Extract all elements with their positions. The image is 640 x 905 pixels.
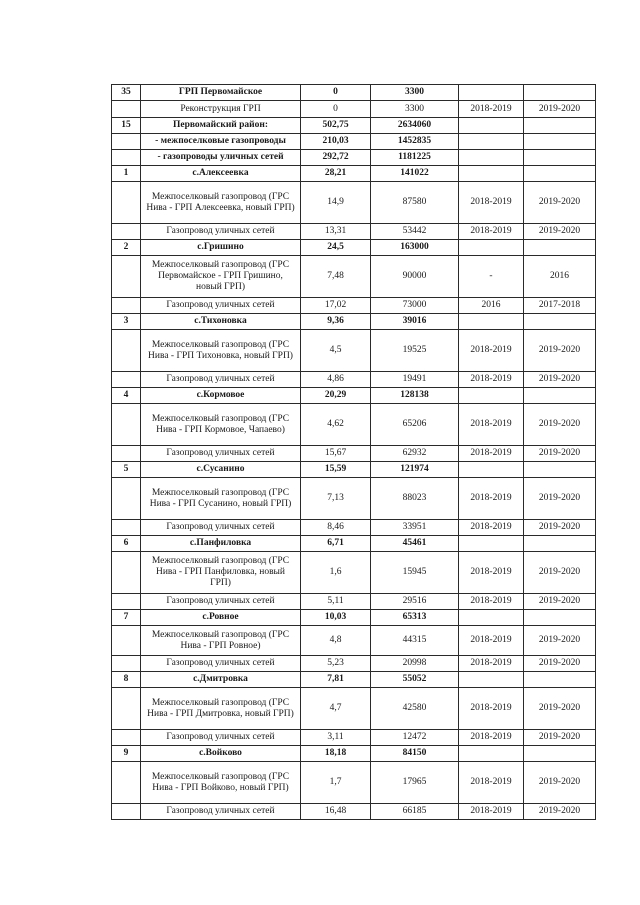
period-design: - (459, 256, 524, 298)
object-name: Межпоселковый газопровод (ГРС Первомайское - ГРП Гришино, новый ГРП) (141, 256, 301, 298)
object-name: Газопровод уличных сетей (141, 372, 301, 388)
object-name: Межпоселковый газопровод (ГРС Нива - ГРП Войково, новый ГРП) (141, 762, 301, 804)
object-name: Газопровод уличных сетей (141, 730, 301, 746)
period-construction (524, 240, 596, 256)
row-number: 15 (112, 118, 141, 134)
period-construction (524, 314, 596, 330)
object-name: Газопровод уличных сетей (141, 298, 301, 314)
period-design (459, 746, 524, 762)
length-km: 7,13 (301, 478, 371, 520)
length-km: 210,03 (301, 134, 371, 150)
row-number (112, 730, 141, 746)
row-number: 5 (112, 462, 141, 478)
period-design: 2018-2019 (459, 478, 524, 520)
object-name: Межпоселковый газопровод (ГРС Нива - ГРП Алексеевка, новый ГРП) (141, 182, 301, 224)
object-name: Межпоселковый газопровод (ГРС Нива - ГРП Тихоновка, новый ГРП) (141, 330, 301, 372)
object-name: Межпоселковый газопровод (ГРС Нива - ГРП Дмитровка, новый ГРП) (141, 688, 301, 730)
row-number (112, 330, 141, 372)
row-number (112, 804, 141, 820)
period-construction: 2019-2020 (524, 404, 596, 446)
period-design: 2018-2019 (459, 224, 524, 240)
cost-value: 3300 (371, 101, 459, 118)
period-design (459, 610, 524, 626)
length-km: 4,7 (301, 688, 371, 730)
period-design: 2018-2019 (459, 101, 524, 118)
length-km: 292,72 (301, 150, 371, 166)
row-number (112, 101, 141, 118)
table-row (112, 672, 596, 688)
row-number: 9 (112, 746, 141, 762)
table-row (112, 150, 596, 166)
cost-value: 128138 (371, 388, 459, 404)
object-name: с.Сусанино (141, 462, 301, 478)
object-name: Межпоселковый газопровод (ГРС Нива - ГРП Панфиловка, новый ГРП) (141, 552, 301, 594)
table-row (112, 330, 596, 372)
period-construction: 2017-2018 (524, 298, 596, 314)
cost-value: 33951 (371, 520, 459, 536)
period-construction: 2019-2020 (524, 730, 596, 746)
period-design (459, 462, 524, 478)
object-name: с.Алексеевка (141, 166, 301, 182)
object-name: с.Кормовое (141, 388, 301, 404)
row-number (112, 150, 141, 166)
table-row (112, 552, 596, 594)
table-row (112, 762, 596, 804)
cost-value: 39016 (371, 314, 459, 330)
length-km: 17,02 (301, 298, 371, 314)
object-name: Газопровод уличных сетей (141, 520, 301, 536)
cost-value: 84150 (371, 746, 459, 762)
length-km: 5,11 (301, 594, 371, 610)
length-km: 20,29 (301, 388, 371, 404)
length-km: 7,48 (301, 256, 371, 298)
length-km: 4,5 (301, 330, 371, 372)
row-number (112, 298, 141, 314)
period-design (459, 240, 524, 256)
table-row (112, 804, 596, 820)
cost-value: 29516 (371, 594, 459, 610)
table-row (112, 256, 596, 298)
length-km: 3,11 (301, 730, 371, 746)
table-row (112, 656, 596, 672)
length-km: 15,59 (301, 462, 371, 478)
gas-pipeline-table (111, 84, 596, 820)
cost-value: 19525 (371, 330, 459, 372)
table-row (112, 182, 596, 224)
table-row (112, 118, 596, 134)
period-construction: 2019-2020 (524, 372, 596, 388)
cost-value: 141022 (371, 166, 459, 182)
period-construction: 2019-2020 (524, 804, 596, 820)
period-construction: 2019-2020 (524, 330, 596, 372)
period-construction (524, 150, 596, 166)
table-row (112, 610, 596, 626)
period-design: 2018-2019 (459, 594, 524, 610)
period-construction: 2019-2020 (524, 594, 596, 610)
cost-value: 163000 (371, 240, 459, 256)
period-design: 2018-2019 (459, 446, 524, 462)
period-design: 2018-2019 (459, 520, 524, 536)
table-row (112, 85, 596, 101)
row-number (112, 446, 141, 462)
object-name: Газопровод уличных сетей (141, 804, 301, 820)
period-construction (524, 388, 596, 404)
cost-value: 3300 (371, 85, 459, 101)
period-construction: 2019-2020 (524, 520, 596, 536)
period-construction (524, 746, 596, 762)
cost-value: 73000 (371, 298, 459, 314)
length-km: 8,46 (301, 520, 371, 536)
row-number (112, 372, 141, 388)
row-number (112, 520, 141, 536)
period-construction (524, 610, 596, 626)
table-row (112, 372, 596, 388)
cost-value: 20998 (371, 656, 459, 672)
period-construction: 2019-2020 (524, 446, 596, 462)
table-row (112, 730, 596, 746)
row-number (112, 594, 141, 610)
period-construction (524, 462, 596, 478)
period-construction (524, 134, 596, 150)
table-row (112, 314, 596, 330)
cost-value: 45461 (371, 536, 459, 552)
period-construction: 2019-2020 (524, 478, 596, 520)
period-construction: 2016 (524, 256, 596, 298)
period-design (459, 314, 524, 330)
length-km: 4,8 (301, 626, 371, 656)
length-km: 9,36 (301, 314, 371, 330)
table-body (112, 85, 596, 820)
length-km: 0 (301, 85, 371, 101)
object-name: Первомайский район: (141, 118, 301, 134)
period-design: 2018-2019 (459, 762, 524, 804)
cost-value: 121974 (371, 462, 459, 478)
length-km: 1,6 (301, 552, 371, 594)
cost-value: 17965 (371, 762, 459, 804)
length-km: 13,31 (301, 224, 371, 240)
period-construction: 2019-2020 (524, 552, 596, 594)
object-name: Межпоселковый газопровод (ГРС Нива - ГРП Кормовое, Чапаево) (141, 404, 301, 446)
row-number: 35 (112, 85, 141, 101)
object-name: с.Гришино (141, 240, 301, 256)
row-number: 1 (112, 166, 141, 182)
cost-value: 44315 (371, 626, 459, 656)
period-design: 2018-2019 (459, 330, 524, 372)
length-km: 4,86 (301, 372, 371, 388)
period-design: 2018-2019 (459, 688, 524, 730)
object-name: Реконструкция ГРП (141, 101, 301, 118)
length-km: 15,67 (301, 446, 371, 462)
period-design: 2018-2019 (459, 552, 524, 594)
object-name: с.Панфиловка (141, 536, 301, 552)
cost-value: 55052 (371, 672, 459, 688)
length-km: 28,21 (301, 166, 371, 182)
cost-value: 42580 (371, 688, 459, 730)
period-construction (524, 672, 596, 688)
period-construction: 2019-2020 (524, 656, 596, 672)
cost-value: 65206 (371, 404, 459, 446)
row-number (112, 224, 141, 240)
length-km: 18,18 (301, 746, 371, 762)
table-row (112, 462, 596, 478)
period-design (459, 536, 524, 552)
table-row (112, 101, 596, 118)
table-row (112, 134, 596, 150)
length-km: 1,7 (301, 762, 371, 804)
period-design (459, 150, 524, 166)
cost-value: 66185 (371, 804, 459, 820)
row-number (112, 182, 141, 224)
length-km: 14,9 (301, 182, 371, 224)
object-name: с.Ровное (141, 610, 301, 626)
table-row (112, 224, 596, 240)
row-number (112, 256, 141, 298)
row-number (112, 762, 141, 804)
period-construction (524, 536, 596, 552)
table-row (112, 404, 596, 446)
table-row (112, 594, 596, 610)
row-number (112, 404, 141, 446)
object-name: с.Тихоновка (141, 314, 301, 330)
length-km: 16,48 (301, 804, 371, 820)
period-construction: 2019-2020 (524, 762, 596, 804)
period-design (459, 388, 524, 404)
cost-value: 1181225 (371, 150, 459, 166)
cost-value: 65313 (371, 610, 459, 626)
cost-value: 53442 (371, 224, 459, 240)
object-name: с.Дмитровка (141, 672, 301, 688)
object-name: ГРП Первомайское (141, 85, 301, 101)
cost-value: 15945 (371, 552, 459, 594)
row-number (112, 478, 141, 520)
row-number (112, 688, 141, 730)
cost-value: 88023 (371, 478, 459, 520)
table-row (112, 240, 596, 256)
length-km: 10,03 (301, 610, 371, 626)
row-number: 2 (112, 240, 141, 256)
row-number: 7 (112, 610, 141, 626)
period-design (459, 672, 524, 688)
period-design: 2018-2019 (459, 626, 524, 656)
table-row (112, 388, 596, 404)
row-number (112, 134, 141, 150)
row-number (112, 656, 141, 672)
cost-value: 90000 (371, 256, 459, 298)
table-row (112, 298, 596, 314)
period-design (459, 134, 524, 150)
period-construction: 2019-2020 (524, 224, 596, 240)
table-row (112, 446, 596, 462)
cost-value: 1452835 (371, 134, 459, 150)
object-name: Газопровод уличных сетей (141, 594, 301, 610)
length-km: 502,75 (301, 118, 371, 134)
table-row (112, 536, 596, 552)
cost-value: 12472 (371, 730, 459, 746)
table-row (112, 520, 596, 536)
object-name: Газопровод уличных сетей (141, 224, 301, 240)
length-km: 5,23 (301, 656, 371, 672)
period-construction: 2019-2020 (524, 626, 596, 656)
period-design: 2018-2019 (459, 372, 524, 388)
cost-value: 19491 (371, 372, 459, 388)
table-row (112, 166, 596, 182)
period-design: 2018-2019 (459, 730, 524, 746)
object-name: - межпоселковые газопроводы (141, 134, 301, 150)
object-name: с.Войково (141, 746, 301, 762)
period-design: 2018-2019 (459, 404, 524, 446)
period-construction: 2019-2020 (524, 688, 596, 730)
row-number: 8 (112, 672, 141, 688)
period-construction (524, 166, 596, 182)
period-construction: 2019-2020 (524, 182, 596, 224)
row-number: 3 (112, 314, 141, 330)
period-design: 2018-2019 (459, 804, 524, 820)
row-number (112, 626, 141, 656)
length-km: 4,62 (301, 404, 371, 446)
object-name: Межпоселковый газопровод (ГРС Нива - ГРП Сусанино, новый ГРП) (141, 478, 301, 520)
period-design: 2018-2019 (459, 182, 524, 224)
length-km: 0 (301, 101, 371, 118)
object-name: Газопровод уличных сетей (141, 446, 301, 462)
period-design (459, 166, 524, 182)
row-number (112, 552, 141, 594)
period-construction (524, 85, 596, 101)
period-construction (524, 118, 596, 134)
cost-value: 62932 (371, 446, 459, 462)
period-design: 2018-2019 (459, 656, 524, 672)
table-row (112, 478, 596, 520)
row-number: 4 (112, 388, 141, 404)
cost-value: 87580 (371, 182, 459, 224)
cost-value: 2634060 (371, 118, 459, 134)
period-design (459, 85, 524, 101)
length-km: 6,71 (301, 536, 371, 552)
table-row (112, 688, 596, 730)
period-construction: 2019-2020 (524, 101, 596, 118)
row-number: 6 (112, 536, 141, 552)
object-name: - газопроводы уличных сетей (141, 150, 301, 166)
table-row (112, 746, 596, 762)
object-name: Газопровод уличных сетей (141, 656, 301, 672)
period-design: 2016 (459, 298, 524, 314)
table-row (112, 626, 596, 656)
length-km: 7,81 (301, 672, 371, 688)
length-km: 24,5 (301, 240, 371, 256)
period-design (459, 118, 524, 134)
object-name: Межпоселковый газопровод (ГРС Нива - ГРП Ровное) (141, 626, 301, 656)
